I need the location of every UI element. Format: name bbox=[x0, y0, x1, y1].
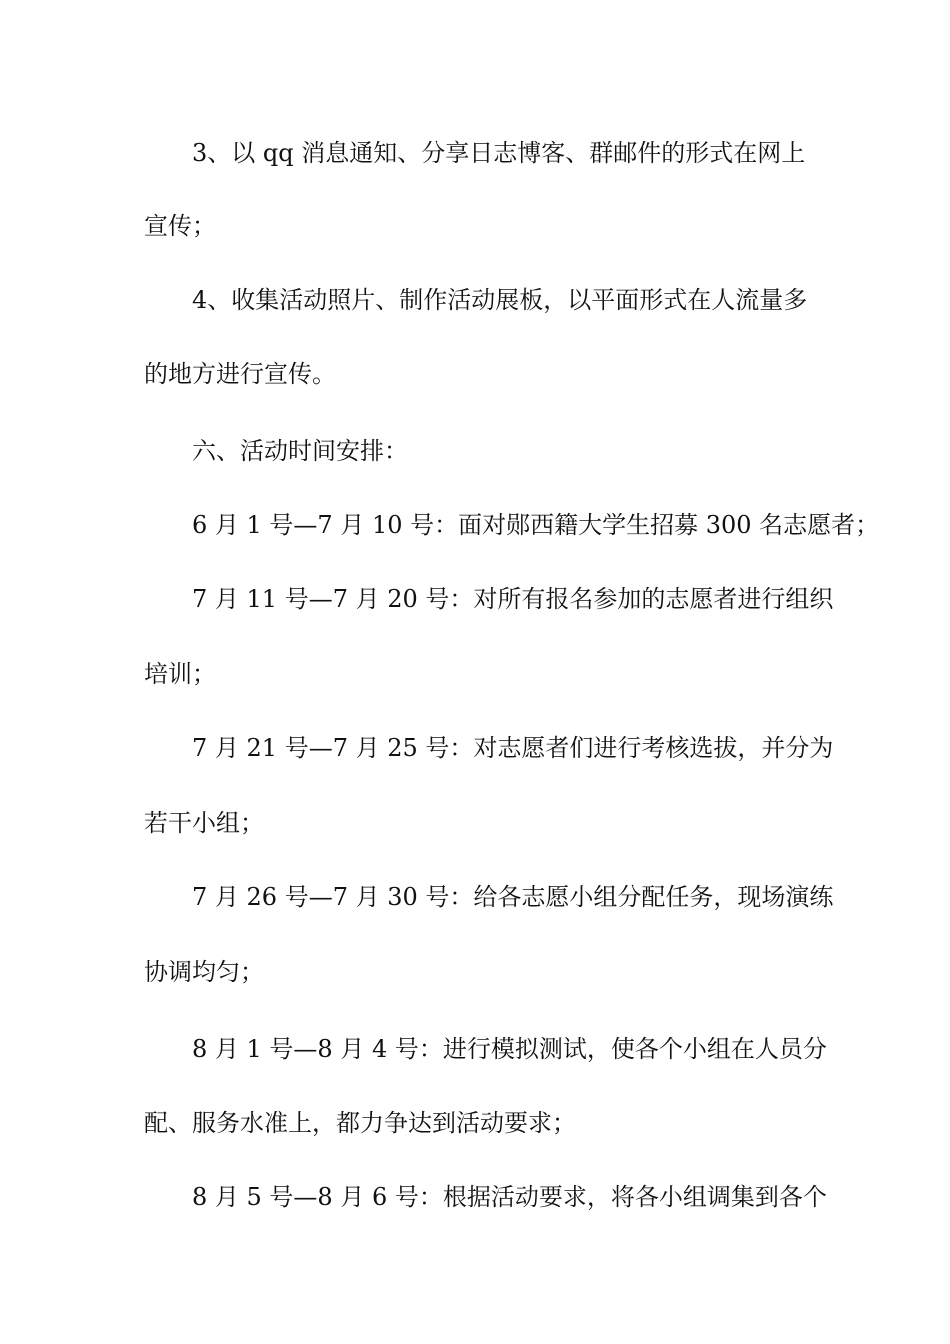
text-line: 6 月 1 号—7 月 10 号：面对郧西籍大学生招募 300 名志愿者； bbox=[192, 511, 880, 539]
text-line: 配、服务水准上，都力争达到活动要求； bbox=[144, 1109, 576, 1137]
text-line: 8 月 5 号—8 月 6 号：根据活动要求，将各小组调集到各个 bbox=[192, 1183, 827, 1211]
text-line: 培训； bbox=[144, 660, 216, 688]
section-heading: 六、活动时间安排： bbox=[192, 437, 408, 465]
text-line: 若干小组； bbox=[144, 809, 264, 837]
text-line: 的地方进行宣传。 bbox=[144, 360, 336, 388]
text-line: 7 月 11 号—7 月 20 号：对所有报名参加的志愿者进行组织 bbox=[192, 585, 834, 613]
text-line: 8 月 1 号—8 月 4 号：进行模拟测试，使各个小组在人员分 bbox=[192, 1035, 827, 1063]
text-line: 7 月 26 号—7 月 30 号：给各志愿小组分配任务，现场演练 bbox=[192, 883, 834, 911]
text-line: 协调均匀； bbox=[144, 958, 264, 986]
text-line: 7 月 21 号—7 月 25 号：对志愿者们进行考核选拔，并分为 bbox=[192, 734, 834, 762]
text-line: 3、以 qq 消息通知、分享日志博客、群邮件的形式在网上 bbox=[192, 139, 806, 167]
text-line: 4、收集活动照片、制作活动展板，以平面形式在人流量多 bbox=[192, 286, 808, 314]
text-line: 宣传； bbox=[144, 212, 216, 240]
